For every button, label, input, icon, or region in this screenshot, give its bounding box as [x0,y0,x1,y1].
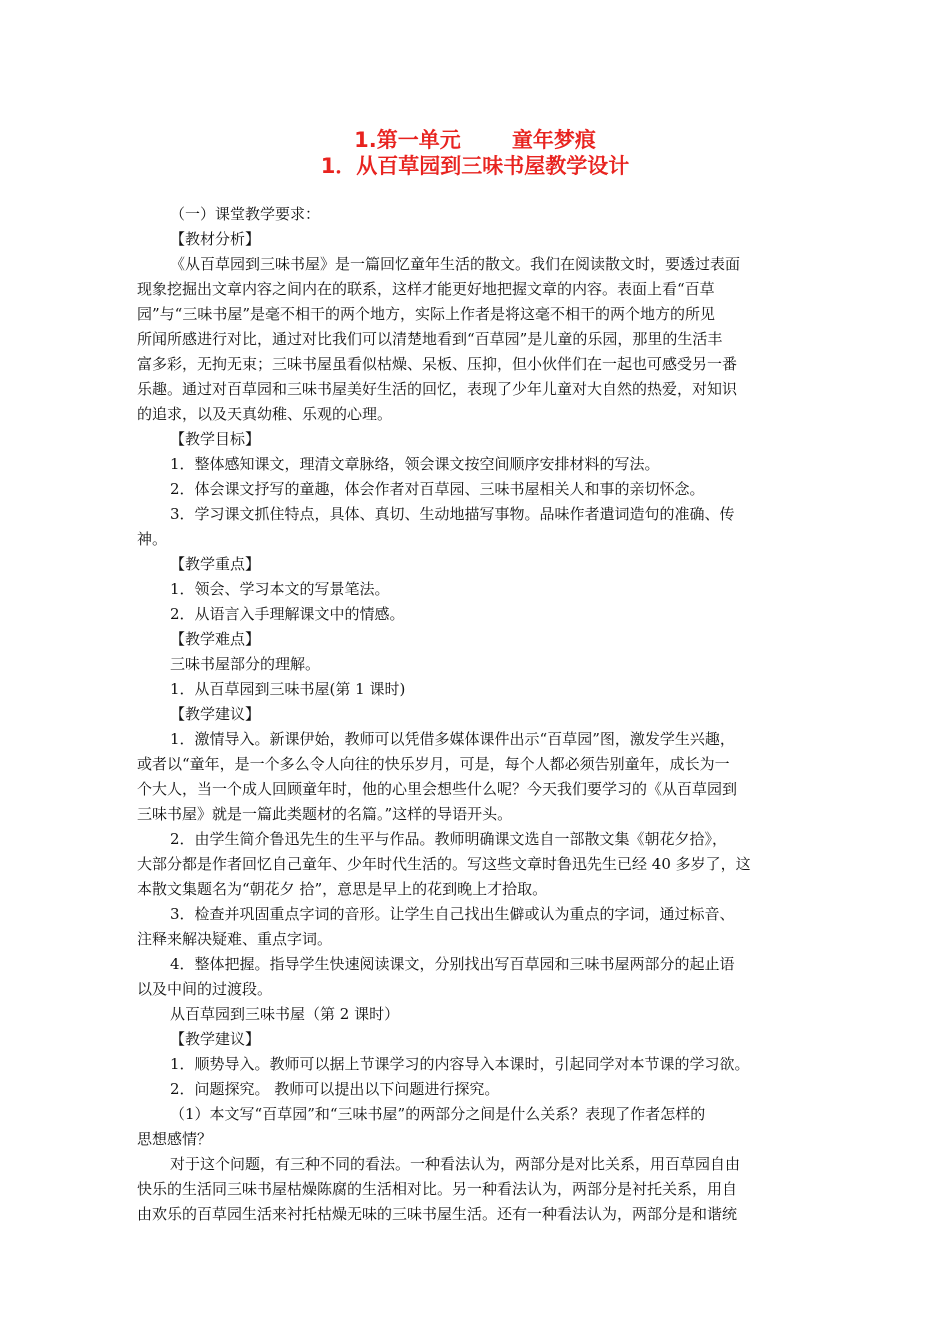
title-unit: 1.第一单元 童年梦痕 [354,128,596,152]
paragraph-line: 对于这个问题，有三种不同的看法。一种看法认为，两部分是对比关系，用百草园自由 [170,1155,741,1173]
list-item: 1．顺势导入。教师可以据上节课学习的内容导入本课时，引起同学对本节课的学习欲。 [170,1055,750,1073]
list-item: 2．由学生简介鲁迅先生的生平与作品。教师明确课文选自一部散文集《朝花夕拾》， [170,830,728,848]
list-item: 2．从语言入手理解课文中的情感。 [170,605,405,623]
paragraph-line: 所闻所感进行对比，通过对比我们可以清楚地看到“百草园”是儿童的乐园，那里的生活丰 [137,330,723,348]
section-heading: 【教学建议】 [170,1030,261,1048]
title-lesson: 1．从百草园到三味书屋教学设计 [320,154,630,178]
section-heading: 【教学重点】 [170,555,261,573]
section-heading: 【教学目标】 [170,430,261,448]
paragraph-line: 神。 [137,530,168,548]
list-item: 4．整体把握。指导学生快速阅读课文，分别找出写百草园和三味书屋两部分的起止语 [170,955,735,973]
paragraph-line: 现象挖掘出文章内容之间内在的联系，这样才能更好地把握文章的内容。表面上看“百草 [137,280,715,298]
paragraph-line: 思想感情？ [137,1130,213,1148]
paragraph-line: 富多彩，无拘无束；三味书屋虽看似枯燥、呆板、压抑，但小伙伴们在一起也可感受另一番 [137,355,738,373]
paragraph-line: 以及中间的过渡段。 [137,980,273,998]
paragraph-line: 大部分都是作者回忆自己童年、少年时代生活的。写这些文章时鲁迅先生已经 40 多岁了，这 [137,855,751,873]
list-item: 2．问题探究。 教师可以提出以下问题进行探究。 [170,1080,500,1098]
paragraph-line: 乐趣。通过对百草园和三味书屋美好生活的回忆，表现了少年儿童对大自然的热爱，对知识 [137,380,738,398]
paragraph-line: 由欢乐的百草园生活来衬托枯燥无味的三味书屋生活。还有一种看法认为，两部分是和谐统 [137,1205,738,1223]
subsection-title: 从百草园到三味书屋（第 2 课时） [170,1005,400,1023]
subsection-title: 1．从百草园到三味书屋(第 1 课时) [170,680,406,698]
section-heading: 【教材分析】 [170,230,261,248]
section-heading: 【教学建议】 [170,705,261,723]
list-item: 3．学习课文抓住特点，具体、真切、生动地描写事物。品味作者遣词造句的准确、传 [170,505,735,523]
paragraph-line: 三味书屋部分的理解。 [170,655,321,673]
paragraph-line: 的追求，以及天真幼稚、乐观的心理。 [137,405,393,423]
paragraph-line: 《从百草园到三味书屋》是一篇回忆童年生活的散文。我们在阅读散文时，要透过表面 [170,255,741,273]
list-item: 1．激情导入。新课伊始，教师可以凭借多媒体课件出示“百草园”图，激发学生兴趣， [170,730,735,748]
paragraph-line: 个大人，当一个成人回顾童年时，他的心里会想些什么呢？今天我们要学习的《从百草园到 [137,780,738,798]
question-item: （1）本文写“百草园”和“三味书屋”的两部分之间是什么关系？表现了作者怎样的 [170,1105,706,1123]
paragraph-line: 三味书屋》就是一篇此类题材的名篇。”这样的导语开头。 [137,805,513,823]
paragraph-line: （一）课堂教学要求： [170,205,321,223]
section-heading: 【教学难点】 [170,630,261,648]
list-item: 1．领会、学习本文的写景笔法。 [170,580,390,598]
paragraph-line: 快乐的生活同三味书屋枯燥陈腐的生活相对比。另一种看法认为，两部分是衬托关系，用自 [137,1180,738,1198]
paragraph-line: 本散文集题名为“朝花夕 拾”，意思是早上的花到晚上才拾取。 [137,880,548,898]
list-item: 3．检查并巩固重点字词的音形。让学生自己找出生僻或认为重点的字词，通过标音、 [170,905,735,923]
paragraph-line: 注释来解决疑难、重点字词。 [137,930,333,948]
list-item: 2．体会课文抒写的童趣，体会作者对百草园、三味书屋相关人和事的亲切怀念。 [170,480,705,498]
paragraph-line: 园”与“三味书屋”是毫不相干的两个地方，实际上作者是将这毫不相干的两个地方的所见 [137,305,716,323]
list-item: 1．整体感知课文，理清文章脉络，领会课文按空间顺序安排材料的写法。 [170,455,660,473]
paragraph-line: 或者以“童年，是一个多么令人向往的快乐岁月，可是，每个人都必须告别童年，成长为一 [137,755,730,773]
